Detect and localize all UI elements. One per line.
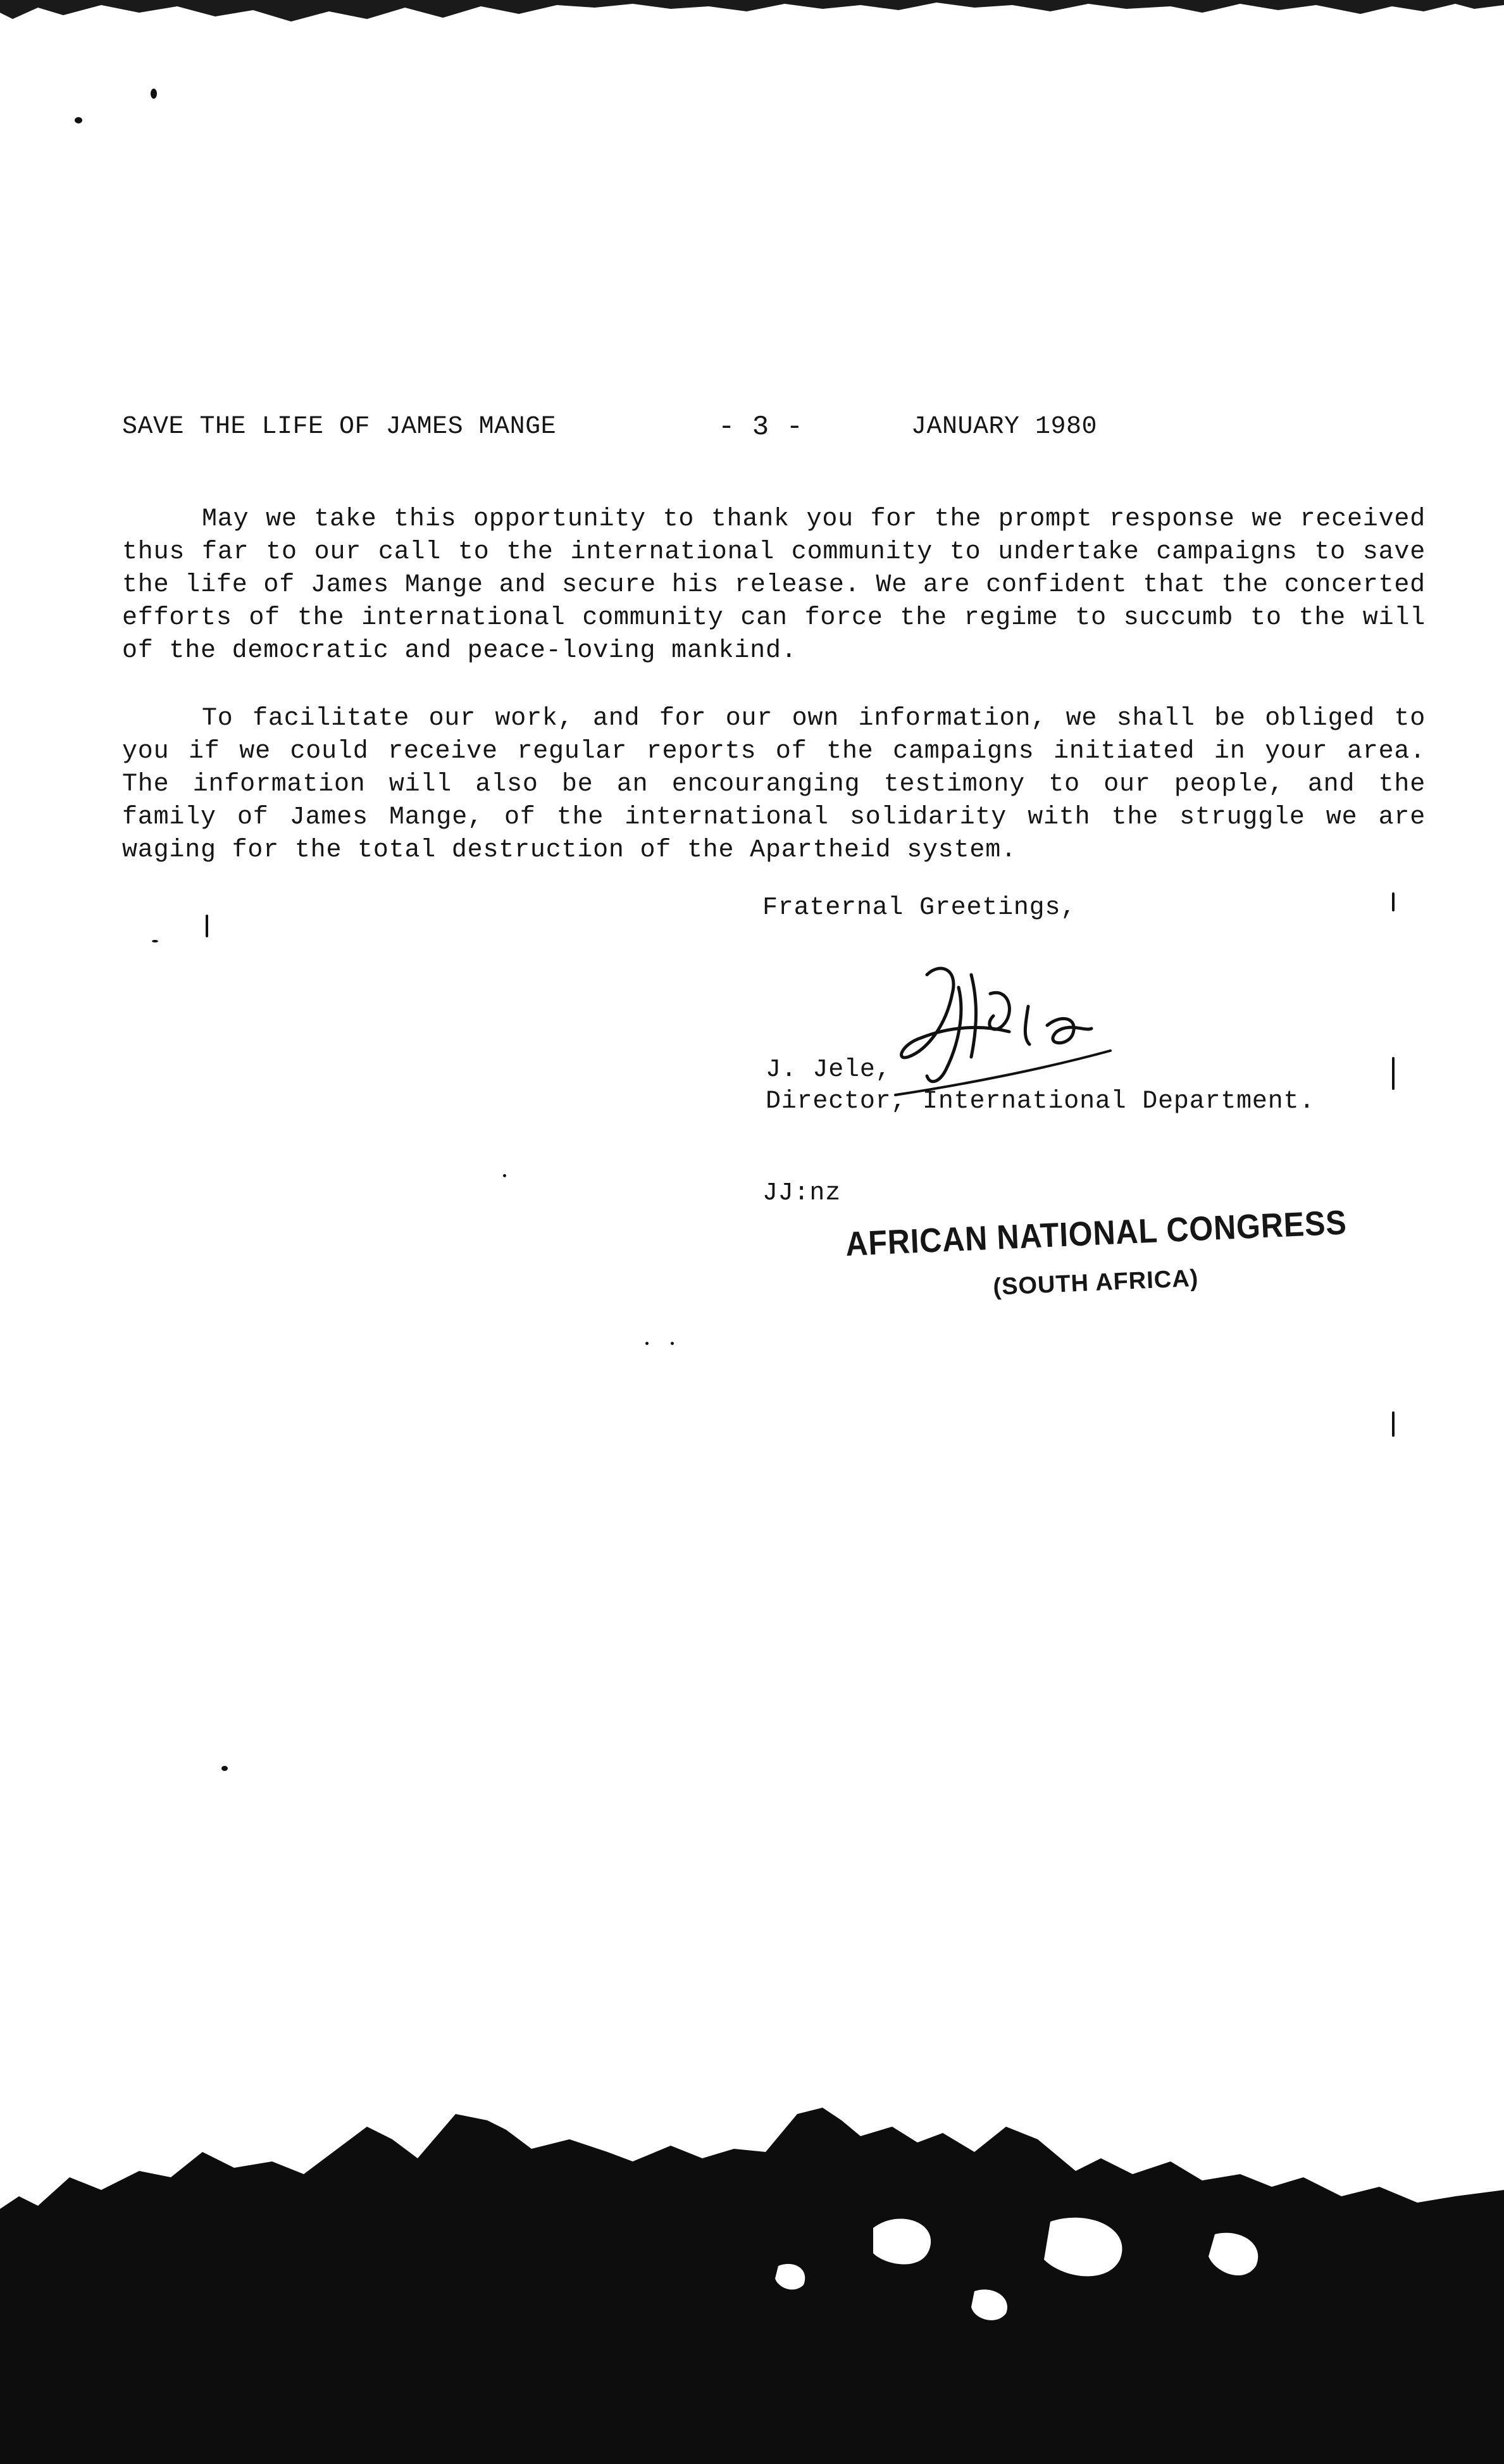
body-paragraph bbox=[122, 703, 1426, 867]
speck bbox=[1392, 1411, 1395, 1437]
speck bbox=[645, 1342, 649, 1345]
paragraph-text: May we take this opportunity to thank you for the prompt response we received thus far to our call to the international community to undertake campaigns to save the life of James Mange and secure his release. We are confident that the concerted efforts of the international community can force the regime to succumb to the will of the democratic and peace-loving mankind. bbox=[122, 505, 1426, 665]
signatory-name: J. Jele, bbox=[766, 1056, 892, 1084]
speck bbox=[206, 915, 208, 937]
document-date: JANUARY 1980 bbox=[911, 413, 1098, 441]
salutation: Fraternal Greetings, bbox=[762, 894, 1077, 922]
speck bbox=[75, 117, 82, 123]
scan-edge-bottom bbox=[0, 2101, 1504, 2464]
organization-stamp bbox=[845, 1202, 1368, 1332]
speck bbox=[1392, 1057, 1395, 1090]
document-title: SAVE THE LIFE OF JAMES MANGE bbox=[122, 413, 557, 441]
speck bbox=[221, 1766, 228, 1771]
signatory-title: Director, International Department. bbox=[766, 1087, 1315, 1116]
paragraph-text: To facilitate our work, and for our own information, we shall be obliged to you if we could receive regular reports of the campaigns initiated in your area. The information will also be an encouranging testimony to our people, and the family of James Mange, of the international solidarity with the struggle we are waging for the total destruction of the Apartheid system. bbox=[122, 704, 1426, 865]
page-number: - 3 - bbox=[718, 411, 804, 443]
reference-initials: JJ:nz bbox=[762, 1179, 842, 1208]
speck bbox=[503, 1174, 506, 1177]
speck bbox=[1392, 892, 1395, 911]
body-paragraph bbox=[122, 503, 1426, 668]
stamp-country: (SOUTH AFRICA) bbox=[992, 1265, 1200, 1301]
speck bbox=[151, 89, 157, 99]
speck bbox=[671, 1342, 674, 1345]
scan-edge-top bbox=[0, 0, 1504, 38]
stamp-org-name: AFRICAN NATIONAL CONGRESS bbox=[845, 1203, 1348, 1263]
speck bbox=[152, 940, 158, 942]
